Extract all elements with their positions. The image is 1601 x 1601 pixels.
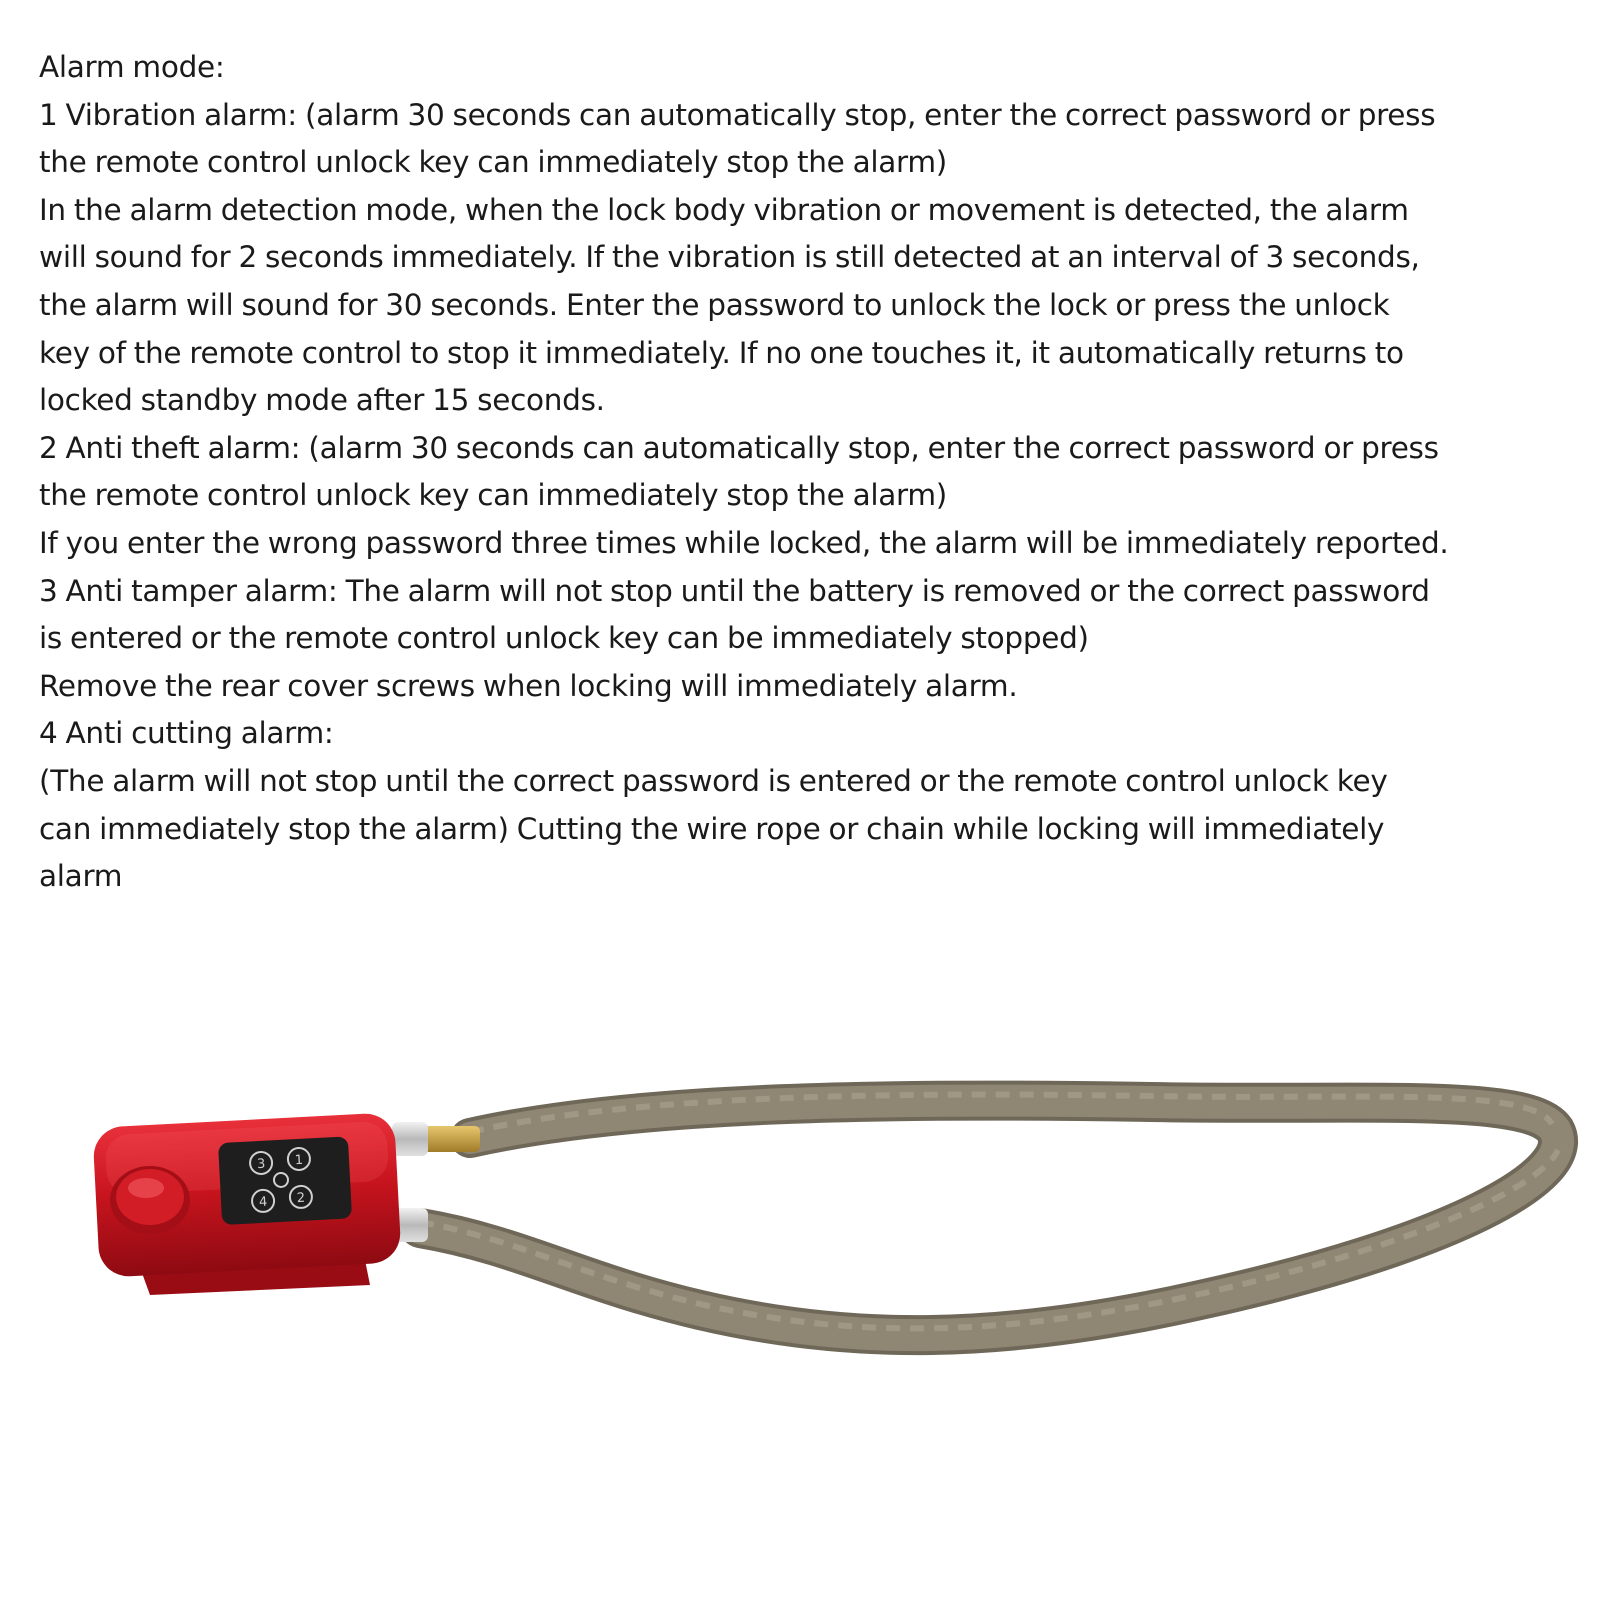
chrome-collar-top: [392, 1122, 428, 1156]
text-line: the remote control unlock key can immediately stop the alarm): [39, 145, 947, 180]
text-line: (The alarm will not stop until the correct password is entered or the remote control unlock key: [39, 763, 1388, 798]
text-line: the remote control unlock key can immediately stop the alarm): [39, 478, 947, 513]
text-line: 4 Anti cutting alarm:: [39, 716, 334, 751]
text-line: can immediately stop the alarm) Cutting the wire rope or chain while locking will immediately: [39, 811, 1385, 846]
instruction-text: [39, 44, 1584, 901]
keypad-key-1: 1: [294, 1152, 304, 1169]
text-line: will sound for 2 seconds immediately. If the vibration is still detected at an interval of 3 seconds,: [39, 240, 1420, 275]
text-line: is entered or the remote control unlock key can be immediately stopped): [39, 621, 1089, 656]
text-line: key of the remote control to stop it immediately. If no one touches it, it automatically returns to: [39, 335, 1404, 370]
text-line: 1 Vibration alarm: (alarm 30 seconds can automatically stop, enter the correct password or press: [39, 97, 1436, 132]
text-line: In the alarm detection mode, when the lock body vibration or movement is detected, the alarm: [39, 192, 1409, 227]
brass-ferrule: [422, 1126, 480, 1152]
keypad-key-3: 3: [256, 1156, 266, 1173]
text-line: Alarm mode:: [39, 50, 225, 84]
keypad-key-2: 2: [296, 1190, 306, 1207]
alarm-speaker-button: [110, 1166, 190, 1234]
text-line: locked standby mode after 15 seconds.: [39, 383, 605, 418]
keypad-key-4: 4: [258, 1194, 268, 1211]
text-line: the alarm will sound for 30 seconds. Enter the password to unlock the lock or press the unlock: [39, 287, 1390, 322]
text-line: Remove the rear cover screws when locking will immediately alarm.: [39, 668, 1018, 703]
steel-cable: [420, 1095, 1558, 1336]
cable-lock-image: [0, 1060, 1601, 1380]
text-line: If you enter the wrong password three times while locked, the alarm will be immediately reported.: [39, 525, 1449, 560]
text-line: 3 Anti tamper alarm: The alarm will not stop until the battery is removed or the correct password: [39, 573, 1430, 608]
text-line: 2 Anti theft alarm: (alarm 30 seconds can automatically stop, enter the correct password or press: [39, 430, 1439, 465]
keypad: [218, 1136, 352, 1225]
text-line: alarm: [39, 859, 123, 894]
